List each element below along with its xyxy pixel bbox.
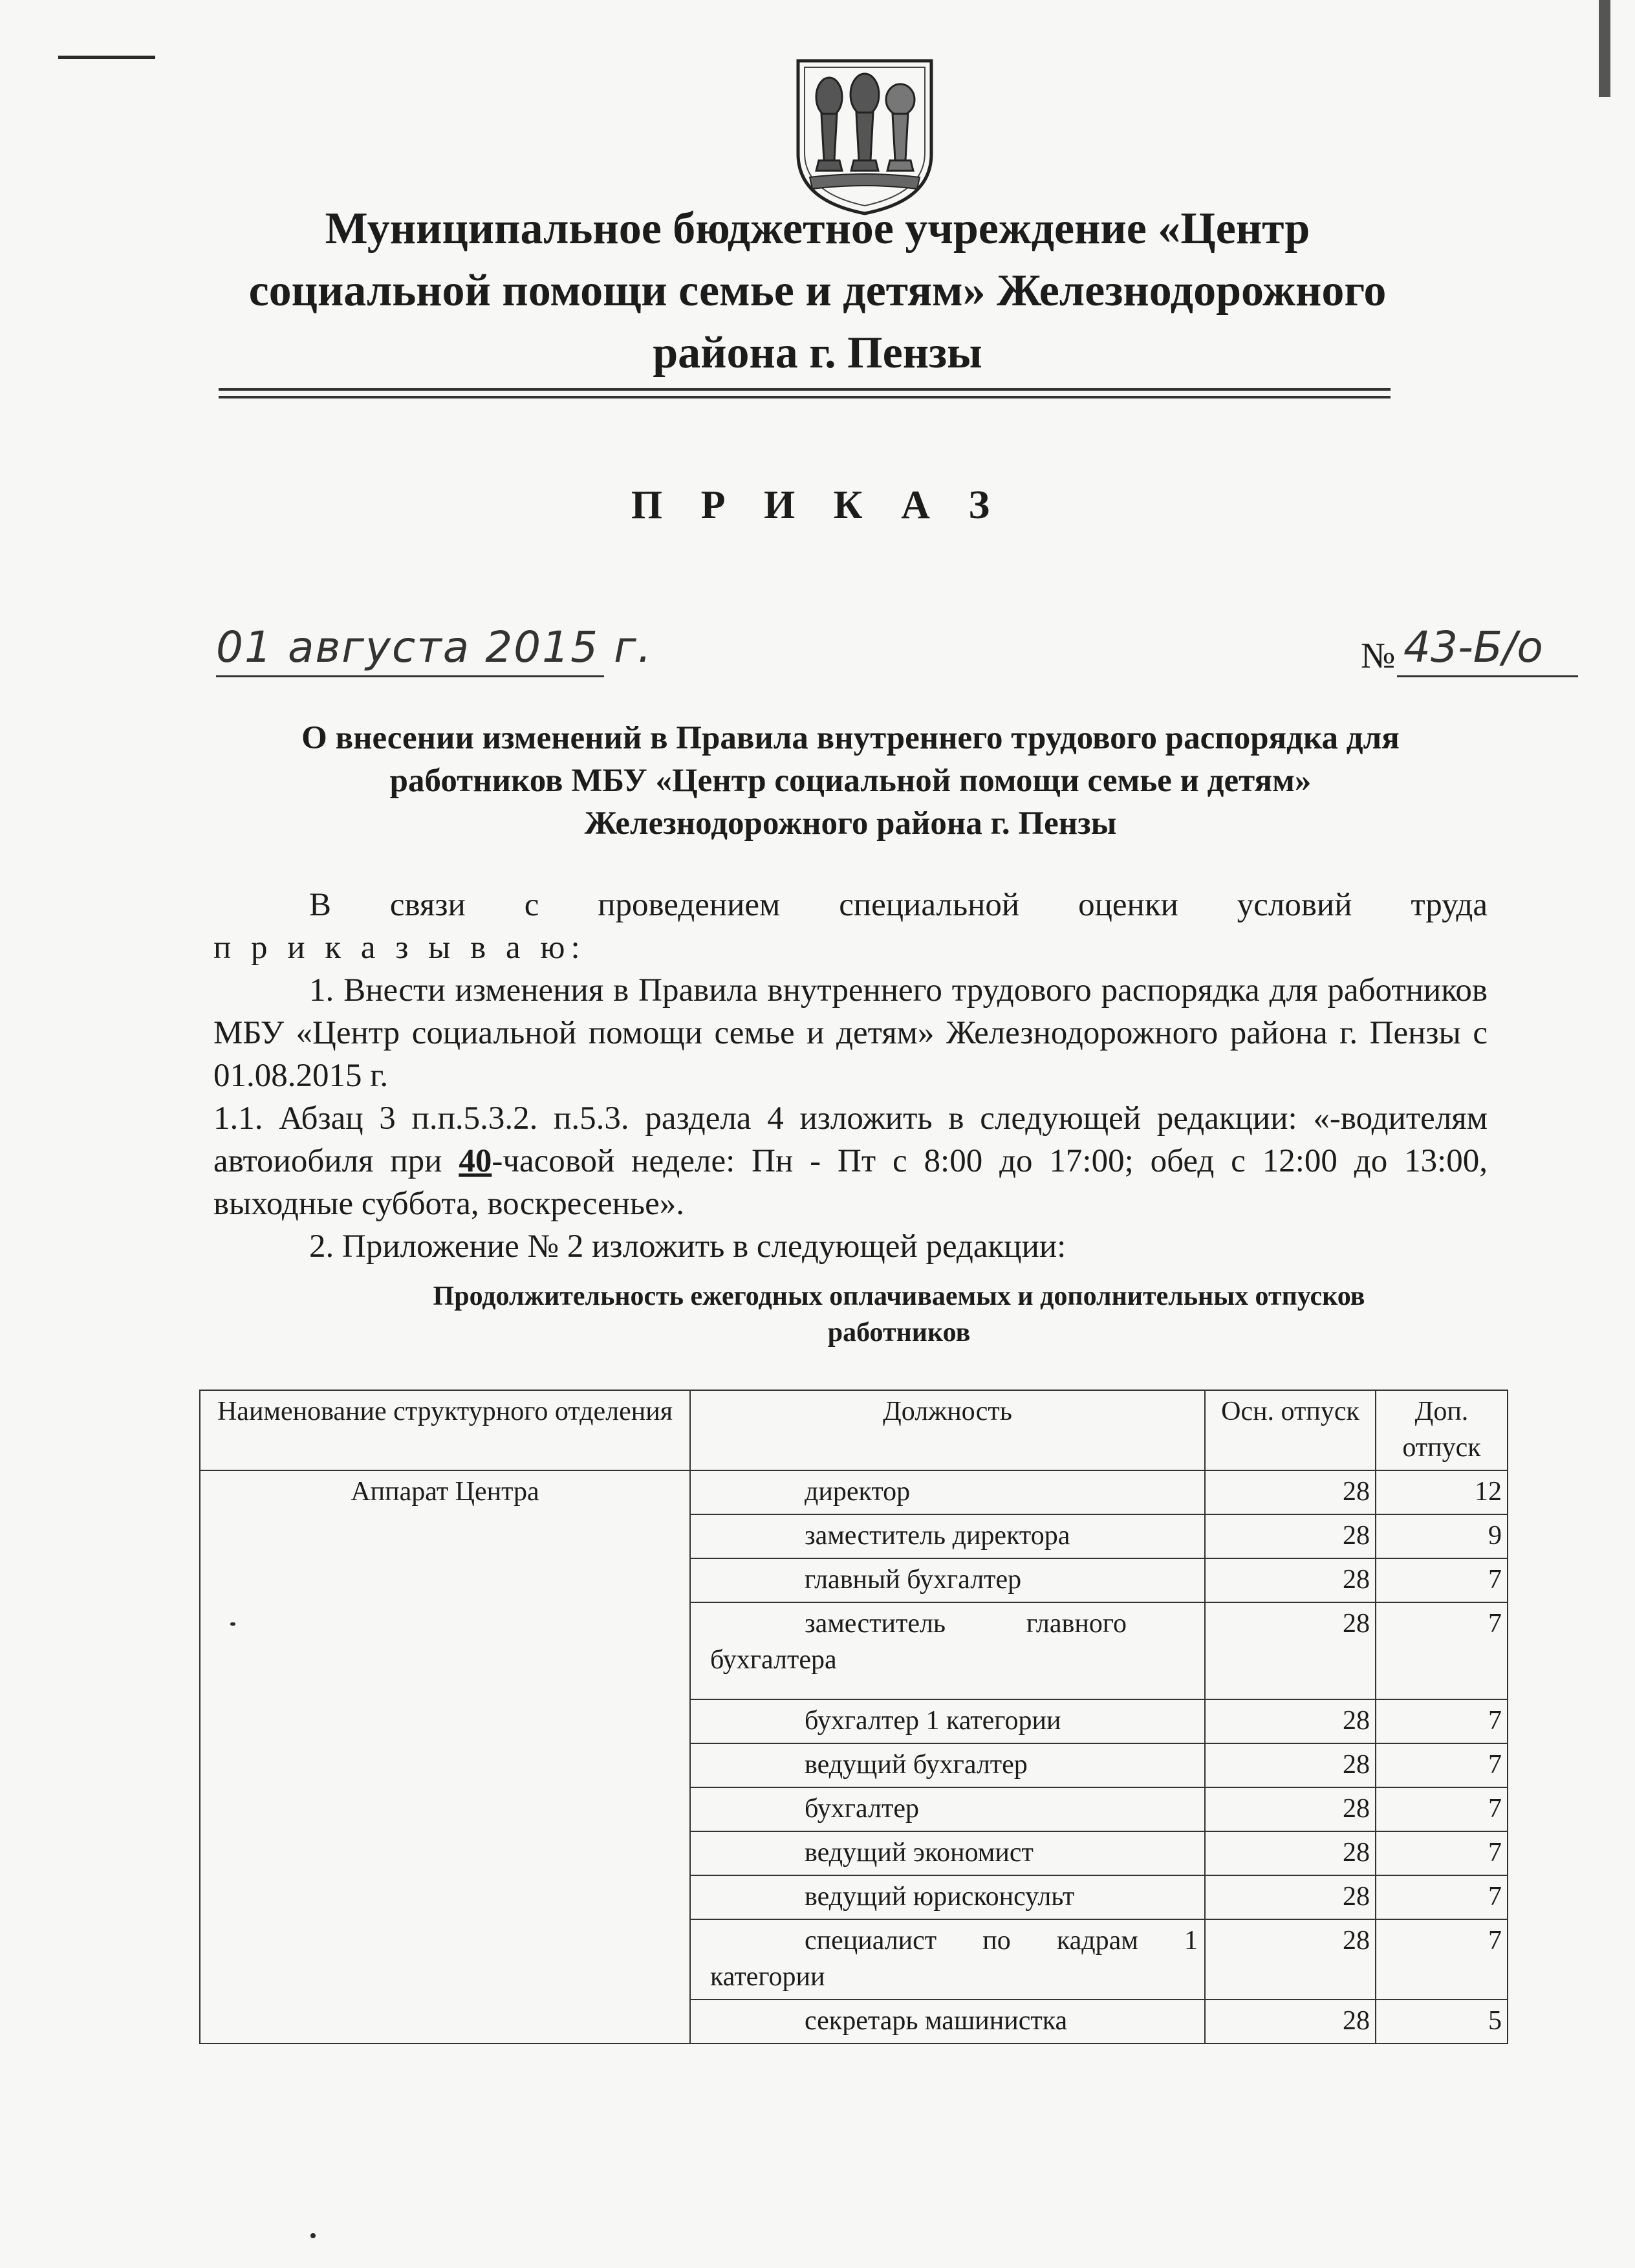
position-cell: бухгалтер [690, 1787, 1205, 1831]
extra-leave-cell: 5 [1376, 2000, 1508, 2044]
extra-leave-cell: 7 [1376, 1831, 1508, 1875]
organization-title-line: Муниципальное бюджетное учреждение «Центр [325, 204, 1310, 254]
main-leave-cell: 28 [1205, 1470, 1376, 1514]
organization-title-line: района г. Пензы [653, 328, 982, 378]
main-leave-cell: 28 [1205, 1699, 1376, 1743]
position-cell: заместитель директора [690, 1514, 1205, 1558]
main-leave-cell: 28 [1205, 1831, 1376, 1875]
main-leave-cell: 28 [1205, 1919, 1376, 2000]
order-subject-line: работников МБУ «Центр социальной помощи семье и детям» [389, 763, 1312, 799]
dept-cell: Аппарат Центра [200, 1470, 690, 2044]
extra-leave-cell: 7 [1376, 1602, 1508, 1699]
table-header-row [200, 1390, 1508, 1470]
order-body [213, 884, 1488, 1268]
header-position: Должность [690, 1390, 1205, 1470]
position-cell: директор [690, 1470, 1205, 1514]
position-cell: секретарь машинистка [690, 2000, 1205, 2044]
main-leave-cell: 28 [1205, 1602, 1376, 1699]
scan-speck [230, 1622, 235, 1626]
leave-duration-table [199, 1390, 1508, 2044]
scan-mark [58, 56, 155, 59]
item-1-1-text-after: -часовой неделе: Пн - Пт с 8:00 до 17:00; обед с 12:00 до 13:00, выходные суббота, воскресенье». [213, 1143, 1488, 1222]
leave-table-title-line: работников [827, 1318, 971, 1347]
main-leave-cell: 28 [1205, 1875, 1376, 1919]
item-1-1 [213, 1097, 1488, 1225]
handwritten-date: 01 августа 2015 г. [216, 622, 653, 672]
item-2: 2. Приложение № 2 изложить в следующей редакции: [309, 1228, 1067, 1265]
header-dept: Наименование структурного отделения [200, 1390, 690, 1470]
coat-of-arms-emblem [794, 57, 935, 216]
header-main-leave: Осн. отпуск [1205, 1390, 1376, 1470]
organization-title-line: социальной помощи семье и детям» Железнодорожного [248, 266, 1387, 316]
main-leave-cell: 28 [1205, 1787, 1376, 1831]
organization-title [194, 198, 1441, 384]
order-subject-line: О внесении изменений в Правила внутреннего трудового распорядка для [301, 720, 1400, 756]
item-1-1-text-before: 1.1. Абзац 3 п.п.5.3.2. п.5.3. раздела 4 изложить в следующей редакции: «-водителям автоиобиля при [213, 1100, 1488, 1179]
extra-leave-cell: 7 [1376, 1699, 1508, 1743]
extra-leave-cell: 12 [1376, 1470, 1508, 1514]
leave-table-title-line: Продолжительность ежегодных оплачиваемых и дополнительных отпусков [433, 1281, 1365, 1311]
main-leave-cell: 28 [1205, 1514, 1376, 1558]
leave-table-title [323, 1278, 1475, 1351]
main-leave-cell: 28 [1205, 1743, 1376, 1787]
extra-leave-cell: 9 [1376, 1514, 1508, 1558]
extra-leave-cell: 7 [1376, 1875, 1508, 1919]
position-cell: заместитель главного бухгалтера [690, 1602, 1205, 1699]
position-cell: ведущий юрисконсульт [690, 1875, 1205, 1919]
header-extra-leave: Доп. отпуск [1376, 1390, 1508, 1470]
extra-leave-cell: 7 [1376, 1558, 1508, 1602]
document-type-heading: П Р И К А З [631, 483, 1004, 527]
handwritten-order-number: 43-Б/о [1403, 622, 1543, 672]
main-leave-cell: 28 [1205, 2000, 1376, 2044]
main-leave-cell: 28 [1205, 1558, 1376, 1602]
position-cell: специалист по кадрам 1 категории [690, 1919, 1205, 2000]
order-subject-line: Железнодорожного района г. Пензы [584, 805, 1117, 842]
order-word: п р и к а з ы в а ю: [213, 930, 586, 966]
item-1-1-hours: 40 [459, 1143, 492, 1179]
scan-edge [1599, 0, 1610, 97]
table-row [200, 1470, 1508, 1514]
double-divider [219, 388, 1391, 398]
item-1: 1. Внести изменения в Правила внутреннего трудового распорядка для работников МБУ «Центр социальной помощи семье и детям» Железнодорожного района г. Пензы с 01.08.2015 г. [213, 972, 1488, 1094]
extra-leave-cell: 7 [1376, 1743, 1508, 1787]
order-subject [213, 717, 1488, 845]
intro-paragraph: В связи с проведением специальной оценки условий труда [309, 887, 1488, 923]
position-cell: ведущий экономист [690, 1831, 1205, 1875]
number-label: № [1361, 636, 1396, 676]
position-cell: ведущий бухгалтер [690, 1743, 1205, 1787]
scan-speck [310, 2233, 316, 2238]
extra-leave-cell: 7 [1376, 1787, 1508, 1831]
extra-leave-cell: 7 [1376, 1919, 1508, 2000]
position-cell: бухгалтер 1 категории [690, 1699, 1205, 1743]
date-underline [216, 675, 604, 677]
number-underline [1397, 675, 1578, 677]
position-cell: главный бухгалтер [690, 1558, 1205, 1602]
